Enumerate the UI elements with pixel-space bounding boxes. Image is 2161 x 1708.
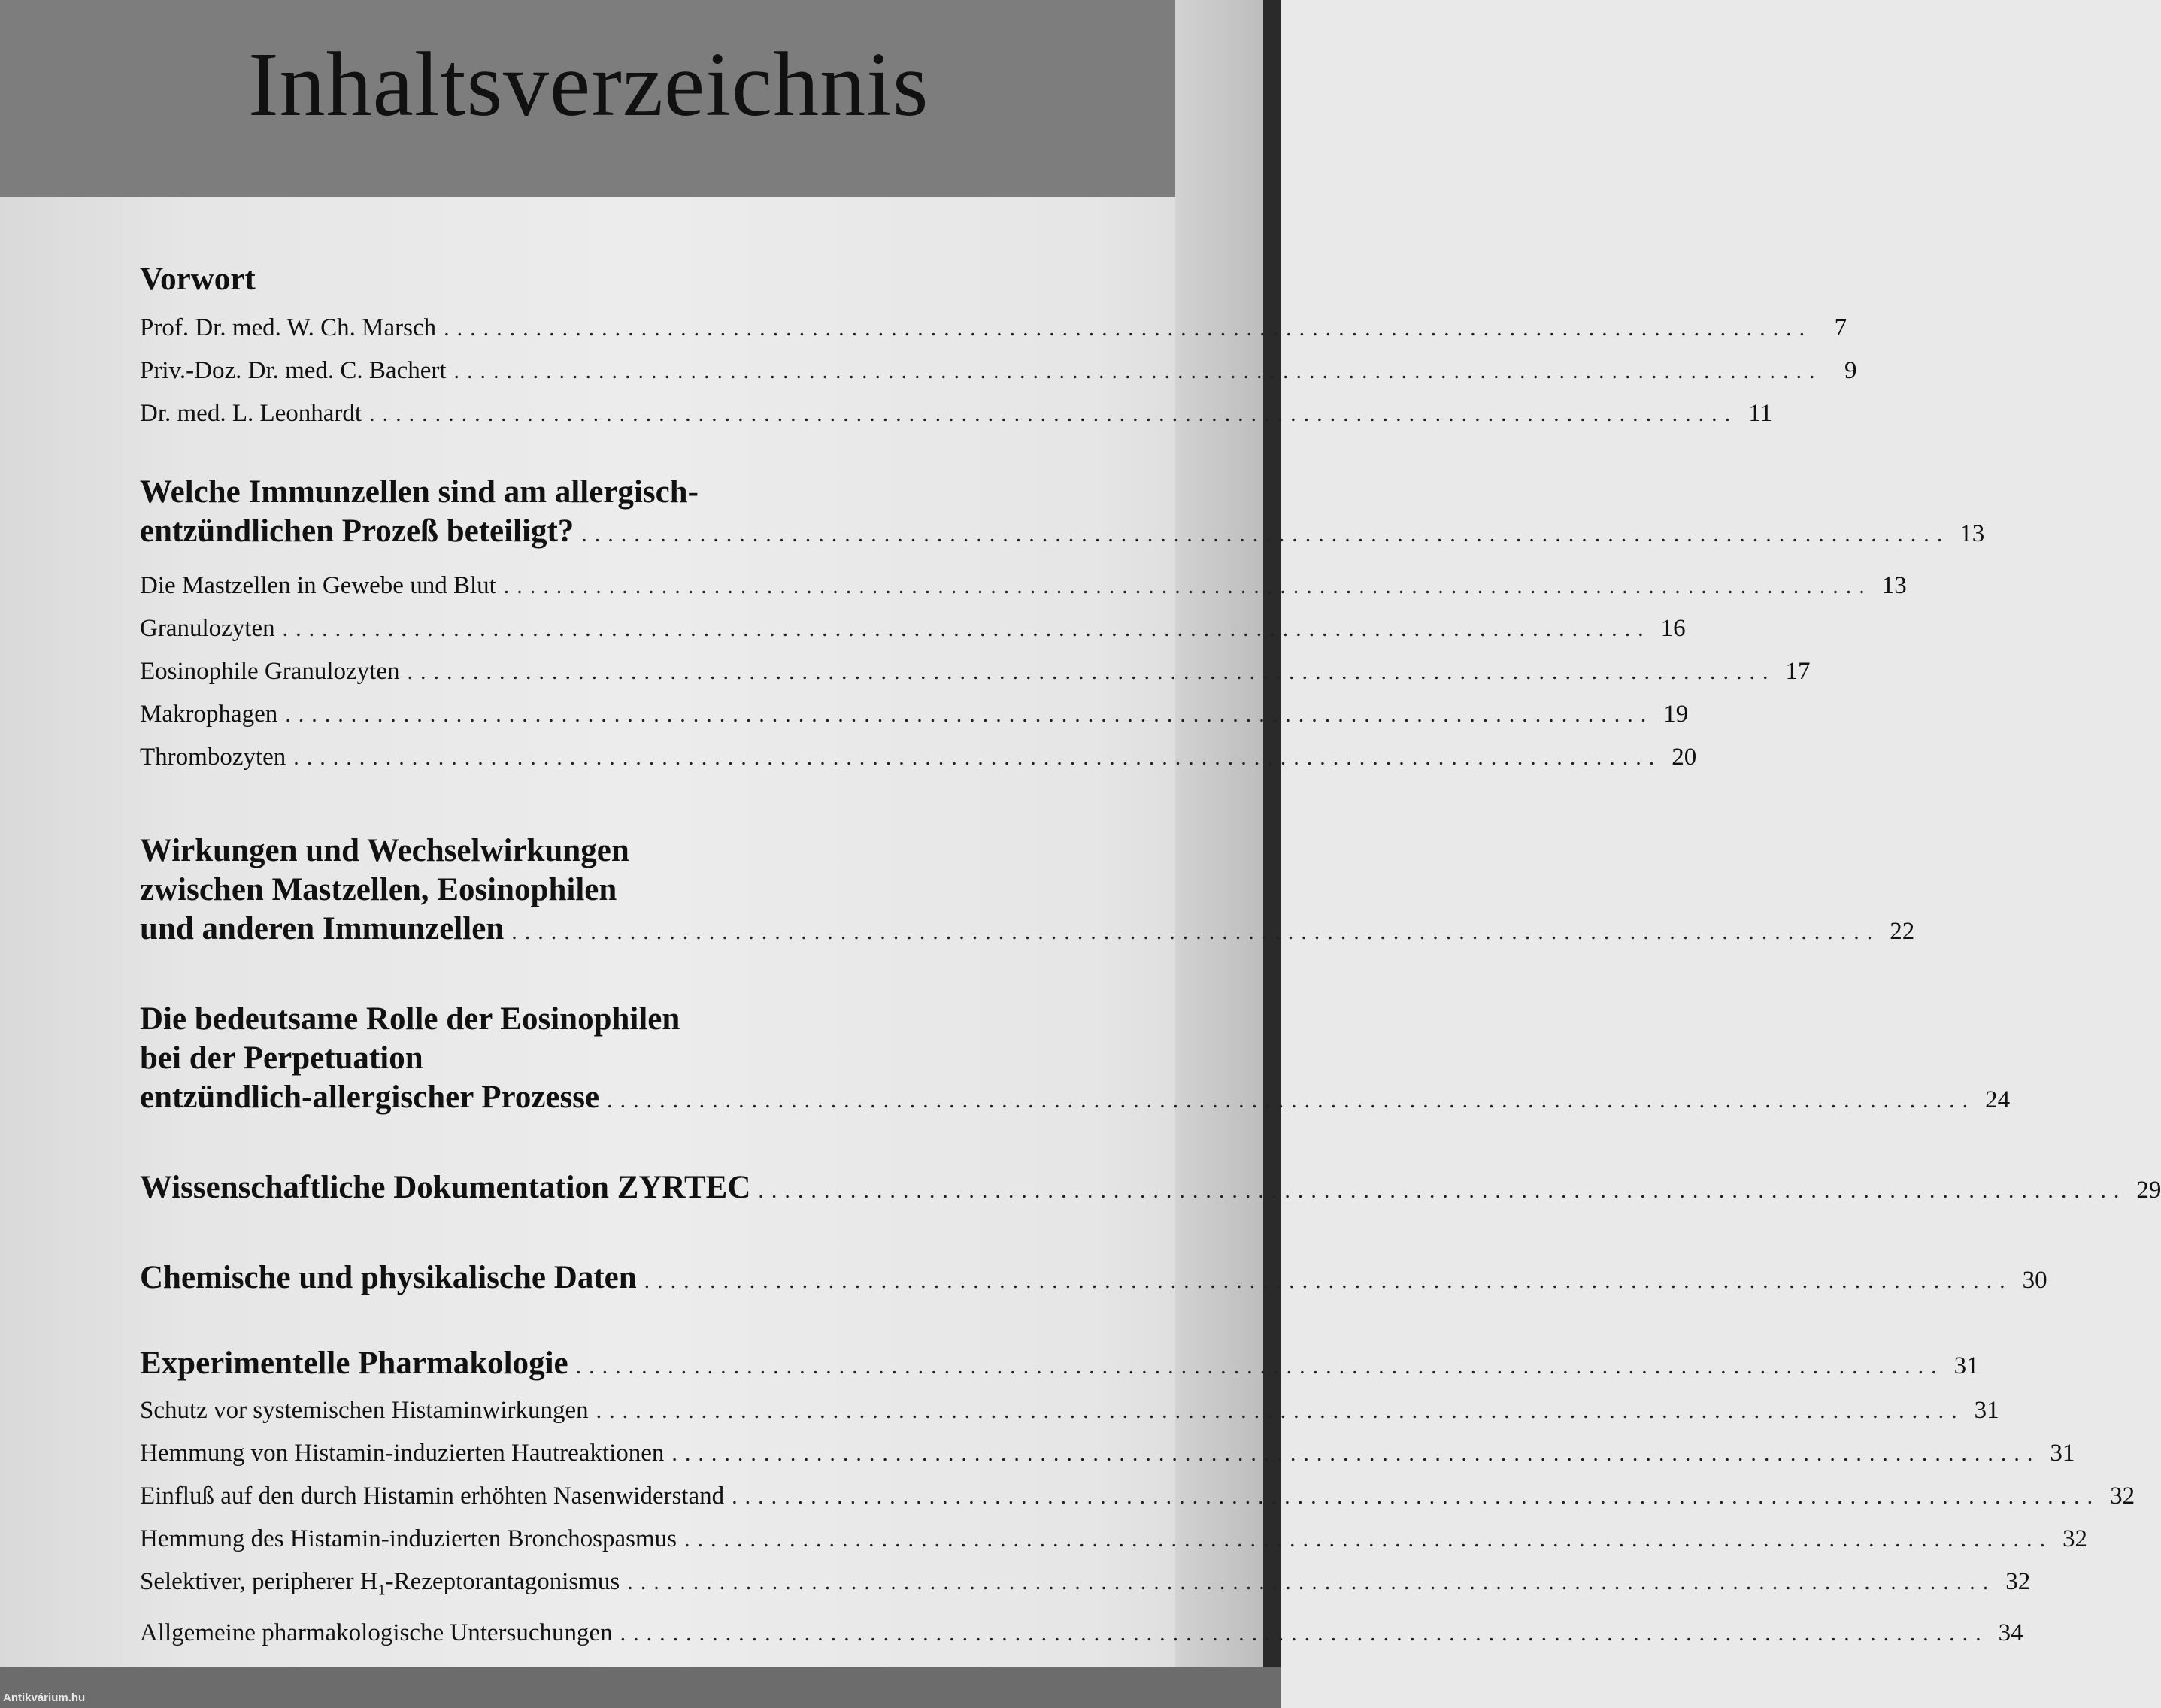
leader-dots: ........................................................................................................ <box>285 702 1654 727</box>
toc-heading-row <box>140 512 1985 554</box>
toc-section-vorwort <box>140 260 1857 435</box>
section-title-line: Wirkungen und Wechselwirkungen <box>140 833 629 868</box>
toc-heading-row <box>140 1078 2011 1120</box>
page-title: Inhaltsverzeichnis <box>248 34 929 135</box>
section-title-line: entzündlichen Prozeß beteiligt? <box>140 513 574 549</box>
toc-entry <box>140 693 1689 736</box>
leader-dots: ........................................................................................................ <box>620 1620 1989 1646</box>
leader-dots: ........................................................................................................ <box>453 359 1823 383</box>
footer-band <box>0 1667 1281 1708</box>
table-of-contents <box>140 248 2161 1655</box>
section-title-line: Welche Immunzellen sind am allergisch- <box>140 474 699 510</box>
leader-dots: ........................................................................................................ <box>581 522 1950 547</box>
section-title-line: bei der Perpetuation <box>140 1040 423 1076</box>
toc-entry <box>140 650 1811 693</box>
leader-dots: ........................................................................................................ <box>407 659 1776 684</box>
toc-entry-page: 13 <box>1881 572 1907 599</box>
toc-section-page: 31 <box>1953 1352 1979 1379</box>
toc-entry <box>140 392 1773 435</box>
label-text: -Rezeptorantagonismus <box>385 1568 620 1595</box>
section-title-line: Die bedeutsame Rolle der Eosinophilen <box>140 1001 680 1037</box>
header-band <box>0 0 1175 197</box>
toc-section-page: 13 <box>1959 520 1985 547</box>
section-title: Experimentelle Pharmakologie <box>140 1346 568 1381</box>
toc-section-page: 29 <box>2136 1177 2161 1204</box>
toc-entry-page: 32 <box>2005 1568 2031 1595</box>
toc-entry-label: Thrombozyten <box>140 743 286 771</box>
toc-entry-page: 20 <box>1672 743 1697 771</box>
toc-entry-page: 19 <box>1663 701 1689 728</box>
toc-entry-label: Einfluß auf den durch Histamin erhöhten Nasenwiderstand <box>140 1482 725 1510</box>
toc-entry-page: 9 <box>1844 357 1857 384</box>
toc-section-wirkungen <box>140 831 1915 952</box>
toc-entry <box>140 1432 2075 1475</box>
leader-dots: ........................................................................................................ <box>575 1354 1944 1379</box>
section-title-line: zwischen Mastzellen, Eosinophilen <box>140 872 617 907</box>
leader-dots: ........................................................................................................ <box>369 401 1738 426</box>
toc-section-immunzellen <box>140 473 1985 779</box>
toc-entry-page: 31 <box>2050 1440 2075 1467</box>
toc-entry <box>140 1561 2031 1612</box>
toc-entry-label: Hemmung von Histamin-induzierten Hautreaktionen <box>140 1440 665 1467</box>
label-text: Selektiver, peripherer H <box>140 1568 378 1595</box>
toc-section-page: 30 <box>2022 1267 2047 1294</box>
leader-dots: ........................................................................................................ <box>511 919 1881 944</box>
toc-entry-page: 32 <box>2062 1525 2087 1552</box>
toc-entry-page: 32 <box>2110 1482 2135 1510</box>
toc-section-page: 24 <box>1985 1086 2011 1113</box>
leader-dots: ........................................................................................................ <box>607 1088 1976 1113</box>
leader-dots: ........................................................................................................ <box>293 745 1662 770</box>
toc-entry-page: 16 <box>1660 615 1686 642</box>
toc-entry-page: 11 <box>1748 400 1773 427</box>
toc-entry <box>140 607 1686 650</box>
toc-section-page: 22 <box>1890 918 1915 945</box>
toc-entry-page: 34 <box>1998 1619 2023 1646</box>
toc-entry-page: 7 <box>1834 314 1847 341</box>
toc-entry-label: Hemmung des Histamin-induzierten Bronchospasmus <box>140 1525 677 1552</box>
toc-entry-label: Granulozyten <box>140 615 275 642</box>
leader-dots: ........................................................................................................ <box>671 1441 2041 1466</box>
toc-section-dokumentation <box>140 1168 2161 1210</box>
toc-section-eosinophilen <box>140 1000 2011 1120</box>
leader-dots: ........................................................................................................ <box>627 1570 1996 1594</box>
leader-dots: ........................................................................................................ <box>282 616 1651 641</box>
leader-dots: ........................................................................................................ <box>683 1527 2053 1552</box>
section-title-line: und anderen Immunzellen <box>140 911 505 946</box>
toc-entry <box>140 350 1857 392</box>
toc-entry <box>140 1389 1999 1432</box>
leader-dots: ........................................................................................................ <box>503 574 1872 598</box>
toc-entry-label: Allgemeine pharmakologische Untersuchungen <box>140 1619 613 1646</box>
leader-dots: ........................................................................................................ <box>596 1398 1965 1423</box>
leader-dots: ........................................................................................................ <box>732 1484 2101 1509</box>
leader-dots: ........................................................................................................ <box>644 1268 2013 1293</box>
section-title: Vorwort <box>140 262 256 297</box>
toc-entry-label: Priv.-Doz. Dr. med. C. Bachert <box>140 357 447 384</box>
toc-entry <box>140 1518 2087 1561</box>
toc-heading-row <box>140 910 1915 952</box>
toc-entry-label: Prof. Dr. med. W. Ch. Marsch <box>140 314 437 341</box>
toc-entry-label: Schutz vor systemischen Histaminwirkungen <box>140 1397 589 1424</box>
section-title: Wissenschaftliche Dokumentation ZYRTEC <box>140 1170 751 1205</box>
toc-entry-label <box>140 1561 620 1612</box>
toc-entry-label: Makrophagen <box>140 701 278 728</box>
toc-entry <box>140 1612 2023 1655</box>
toc-entry-page: 31 <box>1974 1397 1999 1424</box>
toc-entry-page: 17 <box>1785 658 1811 685</box>
toc-entry-label: Eosinophile Granulozyten <box>140 658 400 685</box>
toc-section-pharmakologie <box>140 1344 2135 1655</box>
toc-heading-row <box>140 1168 2161 1210</box>
toc-section-chemische <box>140 1258 2047 1301</box>
toc-heading-row <box>140 1258 2047 1301</box>
toc-entry <box>140 307 1847 350</box>
toc-entry <box>140 1475 2135 1518</box>
section-title: Chemische und physikalische Daten <box>140 1260 637 1295</box>
leader-dots: ........................................................................................................ <box>444 316 1813 341</box>
toc-heading-row <box>140 1344 1979 1386</box>
toc-entry-label: Die Mastzellen in Gewebe und Blut <box>140 572 496 599</box>
toc-entry-label: Dr. med. L. Leonhardt <box>140 400 362 427</box>
watermark: Antikvárium.hu <box>3 1691 86 1704</box>
label-subscript: 1 <box>377 1582 386 1599</box>
leader-dots: ........................................................................................................ <box>758 1178 2127 1203</box>
toc-entry <box>140 736 1697 779</box>
section-title-line: entzündlich-allergischer Prozesse <box>140 1080 600 1115</box>
toc-entry <box>140 565 1907 607</box>
